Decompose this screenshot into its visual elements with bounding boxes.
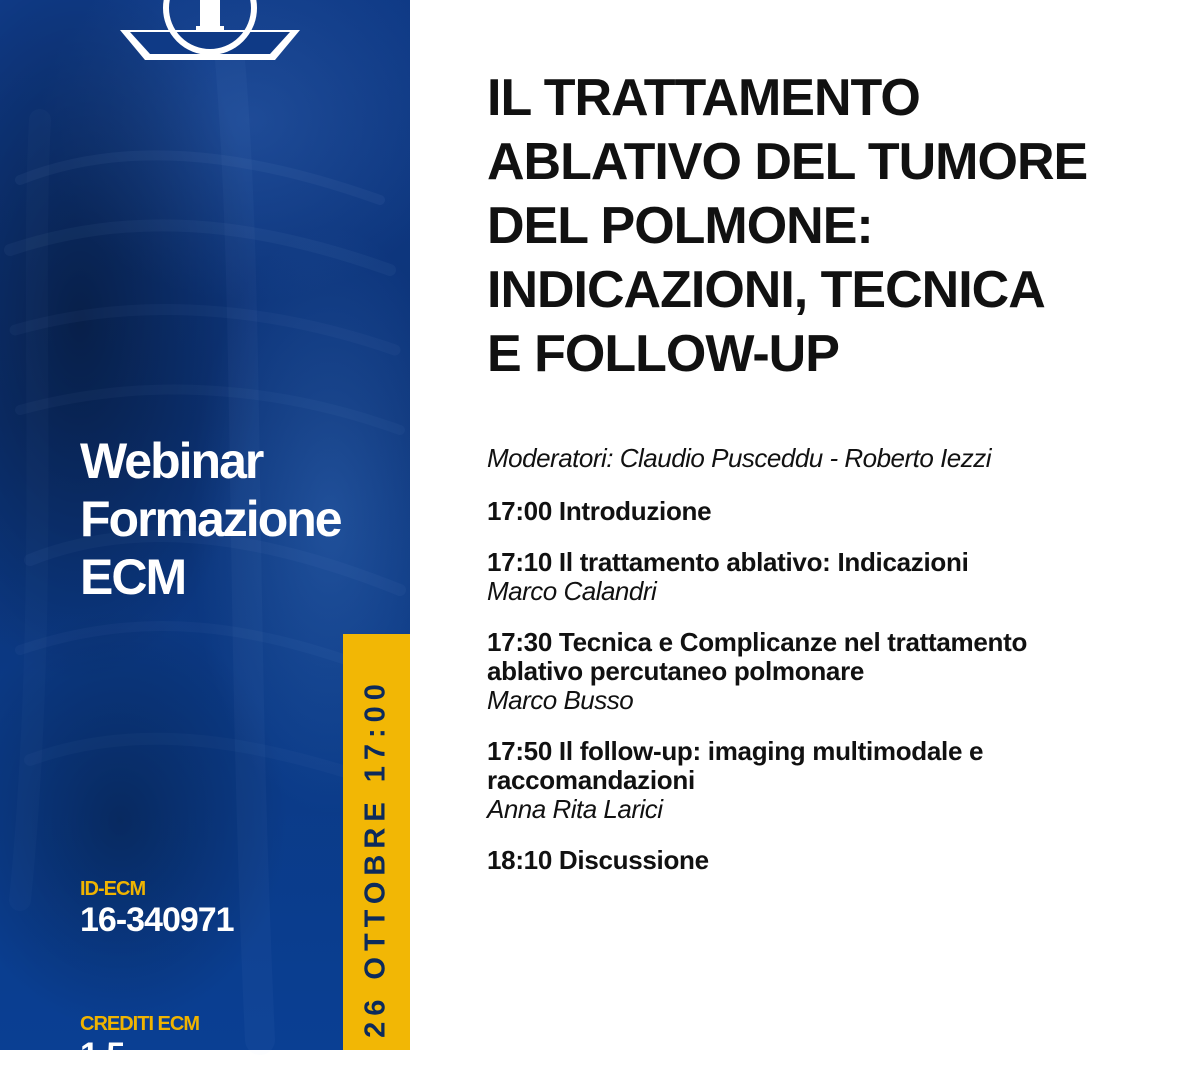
session-item [487,846,1177,875]
webinar-heading-line: ECM [80,549,186,605]
moderators-line: Moderatori: Claudio Pusceddu - Roberto Iezzi [487,443,992,473]
session-title-line: 17:30 Tecnica e Complicanze nel trattamento [487,627,1028,657]
event-title [487,66,1177,386]
session-item [487,628,1177,715]
session-speaker: Marco Calandri [487,576,657,606]
session-title [487,737,1177,795]
session-item [487,548,1177,606]
session-title-line: raccomandazioni [487,765,695,795]
date-strip [343,634,410,1050]
id-ecm-label: ID-ECM [80,878,146,900]
session-title-line: 17:00 Introduzione [487,496,712,526]
left-panel [0,0,410,1074]
session-speaker: Marco Busso [487,685,634,715]
session-item [487,497,1177,526]
event-title-line: INDICAZIONI, TECNICA [487,261,1045,319]
session-title-line: 17:10 Il trattamento ablativo: Indicazioni [487,547,969,577]
session-title [487,628,1177,686]
webinar-heading [80,432,380,606]
society-emblem-icon [100,0,320,64]
session-title [487,548,1177,577]
session-title [487,497,1177,526]
session-speaker: Anna Rita Larici [487,794,663,824]
event-title-line: IL TRATTAMENTO [487,69,920,127]
webinar-heading-line: Webinar [80,433,263,489]
session-item [487,737,1177,824]
credits-ecm-label: CREDITI ECM [80,1013,199,1035]
webinar-heading-line: Formazione [80,491,341,547]
session-title-line: 18:10 Discussione [487,845,709,875]
event-title-line: E FOLLOW-UP [487,325,839,383]
event-title-line: ABLATIVO DEL TUMORE [487,133,1088,191]
session-title [487,846,1177,875]
session-title-line: 17:50 Il follow-up: imaging multimodale e [487,736,984,766]
event-date-time: 26 OTTOBRE 17:00 [359,678,392,1038]
event-title-line: DEL POLMONE: [487,197,873,255]
id-ecm-value: 16-340971 [80,901,234,939]
program-schedule [487,441,1177,897]
session-title-line: ablativo percutaneo polmonare [487,656,865,686]
cropped-heading-fragment [590,0,660,6]
credits-ecm-value: 1,5 [80,1036,125,1074]
